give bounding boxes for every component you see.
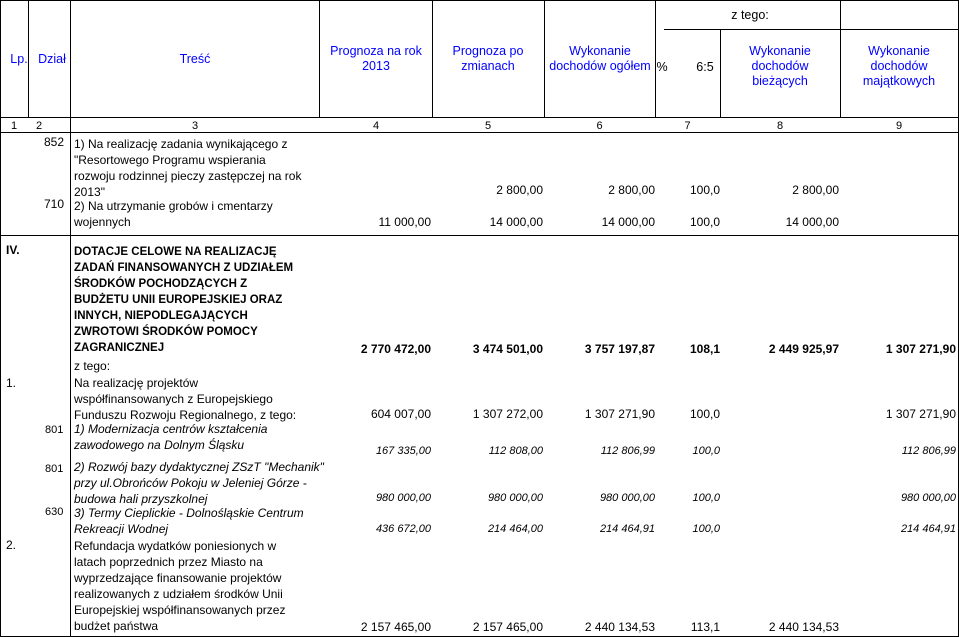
row-801b-text-line3: budowa hali przyszkolnej [74, 492, 208, 506]
header-prognoza-rok-line1: Prognoza na rok [330, 44, 422, 58]
row-2-text-line4: realizowanych z udziałem środków Unii [74, 587, 283, 601]
row-1-v7: 100,0 [689, 407, 720, 421]
header-wyk-biezacych-line1: Wykonanie [749, 44, 811, 58]
row-2-v4: 2 157 465,00 [360, 620, 431, 634]
row-710-code: 710 [44, 197, 65, 211]
row-801a-text [74, 421, 267, 453]
row-1-v4: 604 007,00 [370, 407, 431, 421]
row-801b-code: 801 [45, 463, 64, 475]
row-1-v9: 1 307 271,90 [885, 407, 956, 421]
row-801b-v5: 980 000,00 [487, 492, 543, 504]
row-852-v5: 2 800,00 [496, 183, 543, 197]
header-wyk-ogolem [538, 44, 662, 74]
row-iv-text-line4: BUDŻETU UNII EUROPEJSKIEJ ORAZ [74, 294, 283, 306]
colnum-5: 5 [484, 120, 492, 132]
row-801b-v6: 980 000,00 [599, 492, 655, 504]
row-801a-v7: 100,0 [692, 445, 720, 457]
row-2-v7: 113,1 [690, 620, 720, 634]
header-prognoza-po-line2: zmianach [461, 59, 515, 73]
row-iv-v6: 3 757 197,87 [584, 342, 655, 356]
header-wyk-majatkowych-line1: Wykonanie [868, 44, 930, 58]
row-iv-text-line6: ZWROTOWI ŚRODKÓW POMOCY [74, 326, 258, 338]
row-iv-v5: 3 474 501,00 [472, 342, 543, 356]
row-iv-v9: 1 307 271,90 [885, 342, 956, 356]
row-2-v6: 2 440 134,53 [584, 620, 655, 634]
row-801a-v9: 112 806,99 [901, 445, 956, 457]
colnum-4: 4 [372, 120, 380, 132]
top-border [0, 0, 959, 1]
row-iv-v7: 108,1 [689, 342, 720, 356]
header-z-tego: z tego: [731, 8, 769, 22]
row-iv-v4: 2 770 472,00 [360, 342, 431, 356]
row-2-lp: 2. [6, 538, 17, 552]
header-wyk-biezacych-line2: dochodów [751, 59, 809, 73]
row-710-text [74, 198, 273, 230]
row-630-v7: 100,0 [692, 523, 720, 535]
row-2-v5: 2 157 465,00 [472, 620, 543, 634]
row-1-text-line1: Na realizację projektów [74, 376, 199, 390]
row-852-v8: 2 800,00 [792, 183, 839, 197]
header-dzial: Dział [38, 52, 66, 66]
row-630-v9: 214 464,91 [900, 523, 956, 535]
header-wyk-majatkowych-line2: dochodów [870, 59, 928, 73]
row-2-v8: 2 440 134,53 [768, 620, 839, 634]
header-wyk-biezacych [720, 44, 840, 89]
colnum-2: 2 [35, 120, 43, 132]
row-852-text-line2: "Resortowego Programu wspierania [74, 153, 266, 167]
header-tresc: Treść [179, 52, 211, 66]
row-iv-v8: 2 449 925,97 [768, 342, 839, 356]
row-801a-v6: 112 806,99 [600, 445, 655, 457]
row-710-text-line2: wojennych [74, 215, 131, 229]
row-852-text-line1: 1) Na realizację zadania wynikającego z [74, 137, 288, 151]
col-line-1 [0, 0, 1, 637]
colnum-7: 7 [684, 120, 691, 132]
header-lp: Lp. [10, 52, 28, 66]
row-iv-text-line2: ZADAŃ FINANSOWANYCH Z UDZIAŁEM [74, 262, 294, 274]
row-852-v7: 100,0 [689, 183, 720, 197]
row-iv-text-line1: DOTACJE CELOWE NA REALIZACJĘ [74, 246, 277, 258]
header-ratio: 6:5 [696, 60, 714, 74]
row-801a-v5: 112 808,00 [488, 445, 543, 457]
row-2-text-line2: latach poprzednich przez Miasto na [74, 555, 263, 569]
row-1-lp: 1. [6, 376, 17, 390]
row-710-v7: 100,0 [689, 215, 720, 229]
header-wyk-ogolem-line1: Wykonanie [569, 44, 631, 58]
row-801a-code: 801 [45, 424, 64, 436]
row-2-text [74, 538, 285, 634]
row-710-v8: 14 000,00 [785, 215, 839, 229]
row-801b-v9: 980 000,00 [900, 492, 956, 504]
header-prognoza-rok [320, 44, 432, 74]
row-630-v5: 214 464,00 [487, 523, 543, 535]
row-801b-text-line1: 2) Rozwój bazy dydaktycznej ZSzT "Mechanik" [74, 460, 324, 474]
row-630-text [74, 505, 304, 537]
row-852-v6: 2 800,00 [608, 183, 655, 197]
colnum-9: 9 [895, 120, 903, 132]
row-801b-v4: 980 000,00 [375, 492, 431, 504]
row-710-v5: 14 000,00 [489, 215, 543, 229]
row-710-v6: 14 000,00 [601, 215, 655, 229]
row-852-text [74, 136, 301, 200]
row-630-text-line1: 3) Termy Cieplickie - Dolnośląskie Centrum [74, 506, 304, 520]
row-630-v6: 214 464,91 [599, 523, 655, 535]
row-2-text-line1: Refundacja wydatków poniesionych w [74, 539, 277, 553]
header-wyk-ogolem-line2: dochodów ogółem [549, 59, 651, 73]
row-2-text-line3: wyprzedzające finansowanie projektów [74, 571, 282, 585]
row-630-code: 630 [45, 506, 64, 518]
colnum-6: 6 [596, 120, 603, 132]
colnum-8: 8 [776, 120, 784, 132]
row-1-text-line3: Funduszu Rozwoju Regionalnego, z tego: [74, 408, 297, 422]
row-iv-text-line3: ŚRODKÓW POCHODZĄCYCH Z [74, 278, 248, 290]
row-1-v5: 1 307 272,00 [472, 407, 543, 421]
row-801a-text-line2: zawodowego na Dolnym Śląsku [74, 438, 245, 452]
row-iv-text-line7: ZAGRANICZNEJ [74, 342, 165, 354]
row-710-v4: 11 000,00 [378, 215, 431, 229]
header-prognoza-rok-line2: 2013 [362, 59, 390, 73]
row-iv-z-tego: z tego: [74, 359, 111, 373]
header-wyk-majatkowych [840, 44, 958, 89]
row-iv-text-line5: INNYCH, NIEPODLEGAJĄCYCH [74, 310, 248, 322]
row-1-v6: 1 307 271,90 [584, 407, 655, 421]
header-prognoza-po-line1: Prognoza po [452, 44, 524, 58]
row-801b-text-line2: przy ul.Obrońców Pokoju w Jeleniej Górze - [74, 476, 307, 490]
header-pct: % [656, 60, 668, 74]
row-852-text-line3: rozwoju rodzinnej pieczy zastępczej na rok [74, 169, 302, 183]
row-1-text [74, 375, 296, 423]
colnum-3: 3 [191, 120, 199, 132]
row-801b-v7: 100,0 [692, 492, 720, 504]
row-iv-text [74, 244, 293, 356]
row-iv-lp: IV. [6, 243, 20, 257]
row-801a-v4: 167 335,00 [375, 445, 431, 457]
row-852-text-line4: 2013" [74, 185, 105, 199]
header-subline [664, 29, 959, 30]
row-801a-text-line1: 1) Modernizacja centrów kształcenia [74, 422, 268, 436]
row-852-code: 852 [44, 135, 65, 149]
header-wyk-biezacych-line3: bieżących [752, 74, 808, 88]
row-801b-text [74, 459, 324, 507]
row-630-text-line2: Rekreacji Wodnej [74, 522, 169, 536]
colnum-1: 1 [10, 120, 18, 132]
row-2-text-line6: budżet państwa [74, 619, 159, 633]
row-2-text-line5: Europejskiej współfinansowanych przez [74, 603, 286, 617]
header-prognoza-po [432, 44, 544, 74]
header-bottom-line [0, 117, 959, 118]
section-line [0, 235, 959, 236]
row-710-text-line1: 2) Na utrzymanie grobów i cmentarzy [74, 199, 273, 213]
header-wyk-majatkowych-line3: majątkowych [862, 74, 936, 88]
col-line-3 [70, 0, 71, 637]
row-630-v4: 436 672,00 [375, 523, 431, 535]
row-1-text-line2: współfinansowanych z Europejskiego [74, 392, 273, 406]
